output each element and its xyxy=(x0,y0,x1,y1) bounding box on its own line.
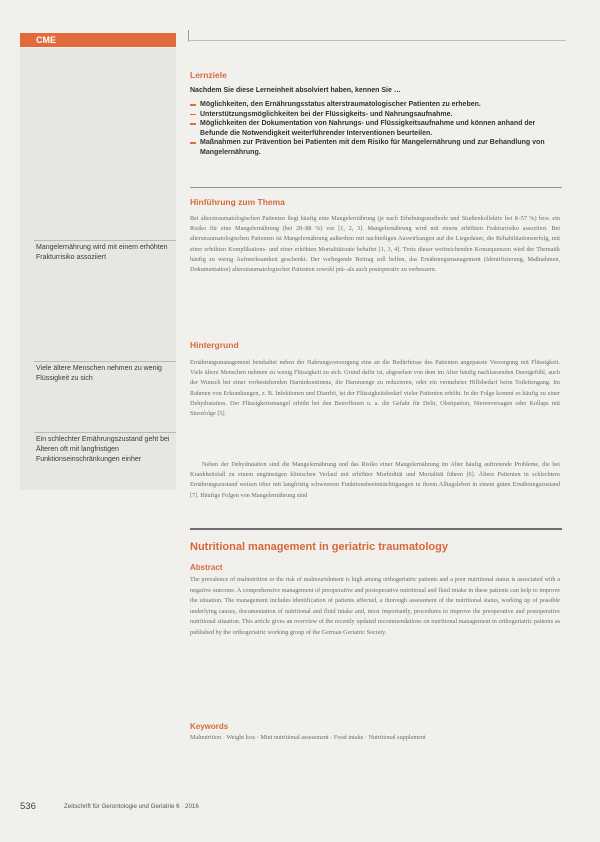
background-heading: Hintergrund xyxy=(190,340,239,350)
sidebar-divider xyxy=(34,432,176,433)
journal-citation: Zeitschrift für Gerontologie und Geriatrie 6 · 2016 xyxy=(64,803,199,810)
learning-goals-list xyxy=(190,100,562,157)
introduction-heading: Hinführung zum Thema xyxy=(190,197,285,207)
section-divider xyxy=(190,187,562,188)
sidebar-divider xyxy=(34,240,176,241)
list-item: Unterstützungsmöglichkeiten bei der Flüssigkeits- und Nahrungsaufnahme. xyxy=(190,110,562,120)
sidebar-note: Mangelernährung wird mit einem erhöhten Frakturrisiko assoziiert xyxy=(36,244,168,261)
list-item: Maßnahmen zur Prävention bei Patienten mit dem Risiko für Mangelernährung und zur Behandlung von Mangelernährung. xyxy=(190,138,562,157)
abstract-text: The prevalence of malnutrition or the risk of malnourishment is high among orthogeriatric patients and a poor nutritional status is associated with a negative outcome. A comprehensive management of preoperative and postoperative nutritional and fluid intake in these patients can help to improve the situation. The management includes identification of patients affected, a thorough assessment of the nutritional status, working up of possible underlying causes, documentation of nutritional and fluid intake and, most importantly, procedures to improve the preoperative and postoperative nutritional situation. This article gives an overview of the recently updated recommendations on nutritional management in orthogeriatric patients as published by the orthogeriatric working group of the German Geriatric Society. xyxy=(190,576,560,636)
list-item: Möglichkeiten der Dokumentation von Nahrungs- und Flüssigkeitsaufnahme und können anhand der Befunde die Notwendigkeit weiterführender Interventionen beurteilen. xyxy=(190,119,562,138)
header-rule xyxy=(188,40,566,41)
page-number: 536 xyxy=(20,801,36,812)
background-paragraph: Neben der Dehydratation sind die Mangelernährung und das Risiko einer Mangelernährung im Alter häufig auftretende Probleme, die bei Krankheitsfall zu einem ungünstigen klinischen Verlauf mit erhöhter Morbidität und Mortalität führen [6]. Ältere Patienten in schlechtem Ernährungszustand weisen öfter mit langfristig schwereren Funktionsbeeinträchtigungen in ihrem Alltagsleben in einem guten Ernährungszustand [7]. Häufige Folgen von Mangelernährung sind xyxy=(190,461,560,499)
english-title: Nutritional management in geriatric traumatology xyxy=(190,541,448,553)
margin-sidebar xyxy=(20,48,176,490)
introduction-text: Bei alterstraumatologischen Patienten liegt häufig eine Mangelernährung (je nach Erhebungsmethode und Studienkollektiv bei 8–57 %) bzw. ein Risiko für eine Mangelernährung (bei 28–88 %) vor [1, 2, 3]. Mangelernährung wird mit einem erhöhten Frakturrisiko assoziiert. Bei alterstraumatologischen Patienten ist Mangelernährung außerdem mit nachteiligen Auswirkungen auf die Liegedauer, die Rehabilitationserfolg, mit einer erhöhten Komplikations- und einer erhöhten Mortalitätsrate behaftet [1, 3, 4]. Trotz dieser weitreichenden Konsequenzen wird der Thematik häufig zu wenig Aufmerksamkeit geschenkt. Der vorliegende Beitrag soll helfen, das Ernährungsmanagement (Identifizierung, Maßnahmen, Dokumentation) alterstraumatologischer Patienten sowohl prä- als auch postoperativ zu verbessern. xyxy=(190,215,560,274)
sidebar-divider xyxy=(34,361,176,362)
section-divider xyxy=(190,528,562,530)
abstract-heading: Abstract xyxy=(190,563,223,572)
keywords-heading: Keywords xyxy=(190,722,229,731)
section-label: CME xyxy=(20,33,176,47)
learning-goals-heading: Lernziele xyxy=(190,70,227,80)
sidebar-note: Viele ältere Menschen nehmen zu wenig Flüssigkeit zu sich xyxy=(36,365,162,382)
keywords-text: Malnutrition · Weight loss · Mini nutritional assessment · Food intake · Nutritional supplement xyxy=(190,734,426,741)
learning-goals-intro: Nachdem Sie diese Lerneinheit absolviert haben, kennen Sie … xyxy=(190,87,401,94)
background-paragraph: Ernährungsmanagement beinhaltet neben der Nahrungsversorgung eine an die Bedürfnisse des Patienten angepasste Versorgung mit Flüssigkeit. Viele ältere Menschen nehmen zu wenig Flüssigkeit zu sich. Grund dafür ist, abgesehen von dem im Alter häufig nachlassenden Durstgefühl, auch der Wunsch bei einer vorbestehenden Harninkontinenz, die Harnmenge zu reduzieren, oder ein vermehrter Hilfsbedarf beim Toilettengang. Im Rahmen von Erkrankungen, z. B. Infektionen und Diarrhö, ist der Flüssigkeitsbedarf vieler Patienten erhöht. In der Folge kommt es häufig zu einer Dehydratation. Der Flüssigkeitsmangel erhöht bei den Betroffenen u. a. die Gefahr für Delir, Obstipation, Nierenversagen oder Kollaps mit Sturzfolge [5]. xyxy=(190,359,560,418)
sidebar-note: Ein schlechter Ernährungszustand geht bei Älteren oft mit langfristigen Funktionseinschränkungen einher xyxy=(36,436,170,463)
list-item: Möglichkeiten, den Ernährungsstatus alterstraumatologischer Patienten zu erheben. xyxy=(190,100,562,110)
